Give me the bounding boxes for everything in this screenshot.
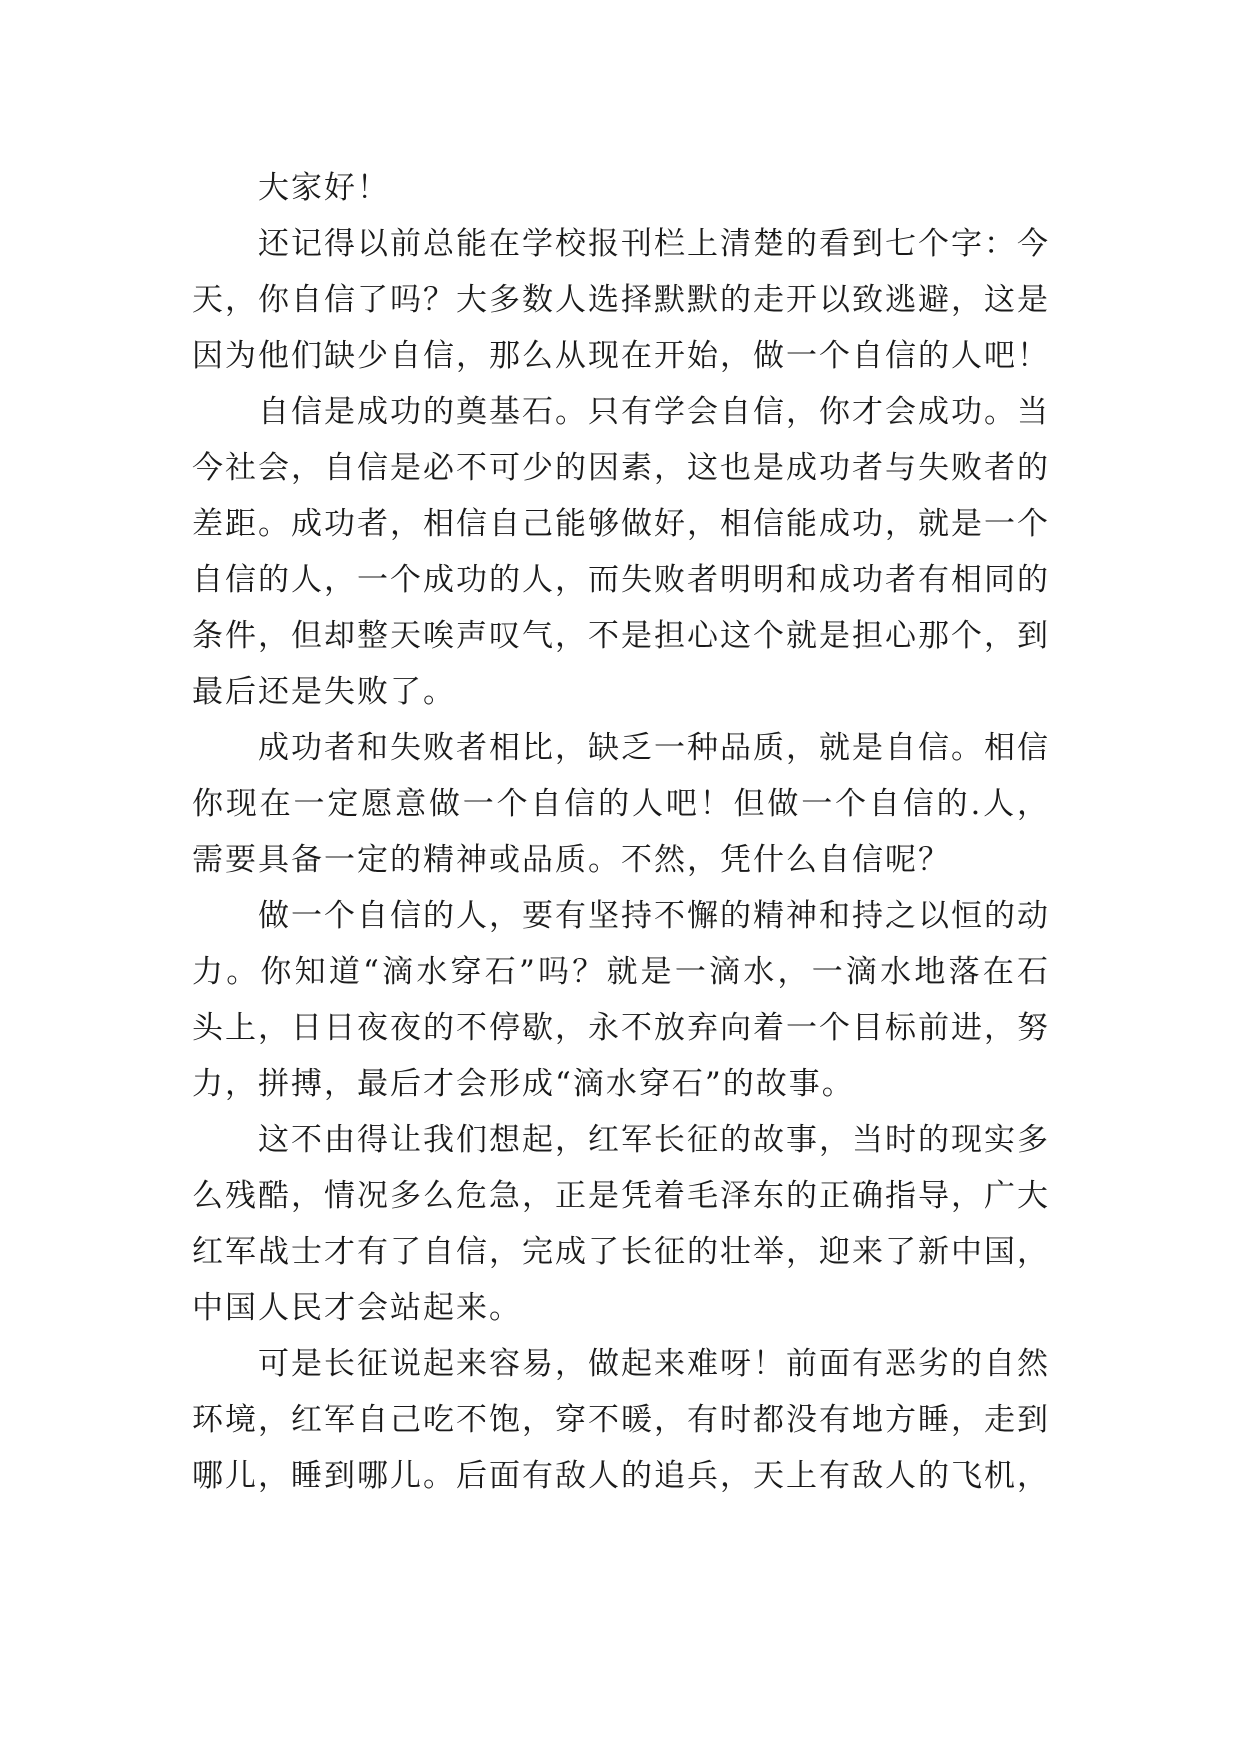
- paragraph: 这不由得让我们想起，红军长征的故事，当时的现实多么残酷，情况多么危急，正是凭着毛泽东的正确指导，广大红军战士才有了自信，完成了长征的壮举，迎来了新中国，中国人民才会站起来。: [192, 1122, 1050, 1326]
- document-body: [192, 160, 1050, 1504]
- paragraph: 自信是成功的奠基石。只有学会自信，你才会成功。当今社会，自信是必不可少的因素，这也是成功者与失败者的差距。成功者，相信自己能够做好，相信能成功，就是一个自信的人，一个成功的人，而失败者明明和成功者有相同的条件，但却整天唉声叹气，不是担心这个就是担心那个，到最后还是失败了。: [192, 394, 1050, 710]
- paragraph: 做一个自信的人，要有坚持不懈的精神和持之以恒的动力。你知道“滴水穿石”吗？就是一滴水，一滴水地落在石头上，日日夜夜的不停歇，永不放弃向着一个目标前进，努力，拼搏，最后才会形成“滴水穿石”的故事。: [192, 898, 1050, 1102]
- paragraph: 还记得以前总能在学校报刊栏上清楚的看到七个字：今天，你自信了吗？大多数人选择默默的走开以致逃避，这是因为他们缺少自信，那么从现在开始，做一个自信的人吧！: [192, 226, 1050, 374]
- paragraph-greeting: 大家好！: [258, 170, 390, 206]
- paragraph: 可是长征说起来容易，做起来难呀！前面有恶劣的自然环境，红军自己吃不饱，穿不暖，有时都没有地方睡，走到哪儿，睡到哪儿。后面有敌人的追兵，天上有敌人的飞机，: [192, 1346, 1050, 1494]
- paragraph: 成功者和失败者相比，缺乏一种品质，就是自信。相信你现在一定愿意做一个自信的人吧！但做一个自信的.人，需要具备一定的精神或品质。不然，凭什么自信呢？: [192, 730, 1050, 878]
